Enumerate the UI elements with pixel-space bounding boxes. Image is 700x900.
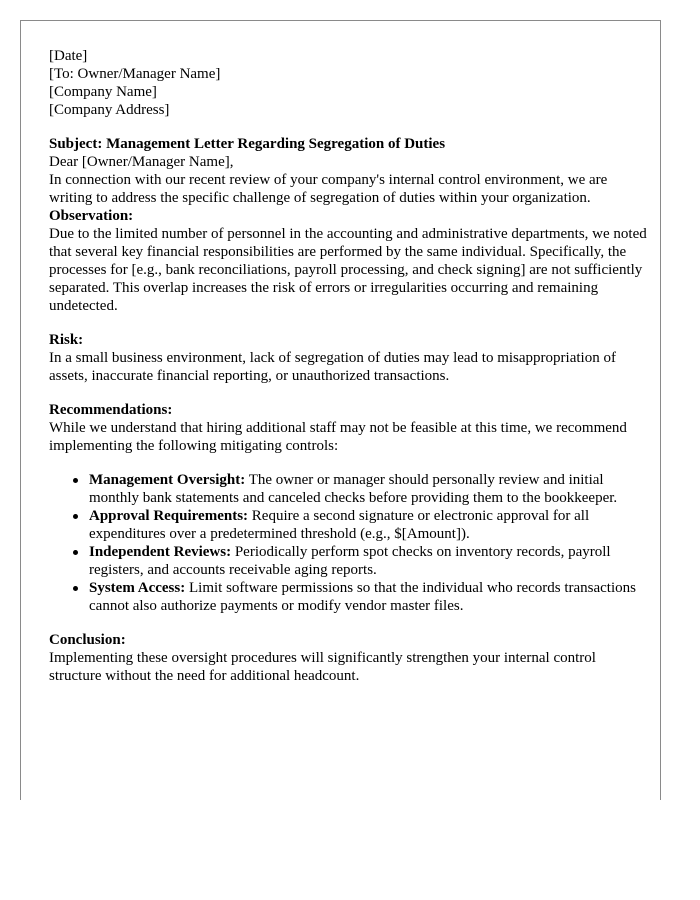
letter-date: [Date] [49,48,88,64]
observation-heading: Observation: [49,208,134,224]
recommendation-text: Limit software permissions so that the individual who records transactions cannot also authorize payments or modify vendor master files. [89,580,636,614]
recommendation-title: Independent Reviews: [89,544,232,560]
letter-body [49,47,649,685]
list-item [89,543,649,579]
conclusion-text: Implementing these oversight procedures will significantly strengthen your internal control structure without the need for additional headcount. [49,650,596,684]
recommendations-text: While we understand that hiring additional staff may not be feasible at this time, we recommend implementing the following mitigating controls: [49,420,627,454]
bullet-icon [73,579,79,585]
observation-text: Due to the limited number of personnel in the accounting and administrative departments, we noted that several key financial responsibilities are performed by the same individual. Specifically, the processes for [e.g., bank reconciliations, payroll processing, and check signing] are not sufficiently separated. This overlap increases the risk of errors or irregularities occurring and remaining undetected. [49,226,647,314]
recommendations-heading: Recommendations: [49,402,173,418]
letter-salutation: Dear [Owner/Manager Name], [49,154,234,170]
recipient-company-address: [Company Address] [49,102,170,118]
recommendation-title: Management Oversight: [89,472,246,488]
bullet-icon [73,507,79,513]
conclusion-heading: Conclusion: [49,632,126,648]
recommendation-text: Require a second signature or electronic approval for all expenditures over a predetermined threshold (e.g., $[Amount]). [89,508,590,542]
recommendation-title: System Access: [89,580,186,596]
recommendation-text: Periodically perform spot checks on inventory records, payroll registers, and accounts receivable aging reports. [89,544,611,578]
recipient-address-block [49,65,649,119]
risk-heading: Risk: [49,332,84,348]
recommendations-section [49,401,649,615]
list-item [89,579,649,615]
recipient-name: [To: Owner/Manager Name] [49,66,221,82]
recommendation-title: Approval Requirements: [89,508,249,524]
recommendations-list [49,471,649,615]
letter-subject: Subject: Management Letter Regarding Segregation of Duties [49,136,446,152]
intro-paragraph: In connection with our recent review of your company's internal control environment, we are writing to address the specific challenge of segregation of duties within your organization. [49,172,608,206]
bullet-icon [73,543,79,549]
observation-section [49,207,649,315]
recipient-company-name: [Company Name] [49,84,157,100]
risk-section [49,331,649,385]
risk-text: In a small business environment, lack of segregation of duties may lead to misappropriation of assets, inaccurate financial reporting, or unauthorized transactions. [49,350,616,384]
list-item [89,471,649,507]
conclusion-section [49,631,649,685]
list-item [89,507,649,543]
bullet-icon [73,471,79,477]
recommendation-text: The owner or manager should personally review and initial monthly bank statements and canceled checks before providing them to the bookkeeper. [89,472,618,506]
